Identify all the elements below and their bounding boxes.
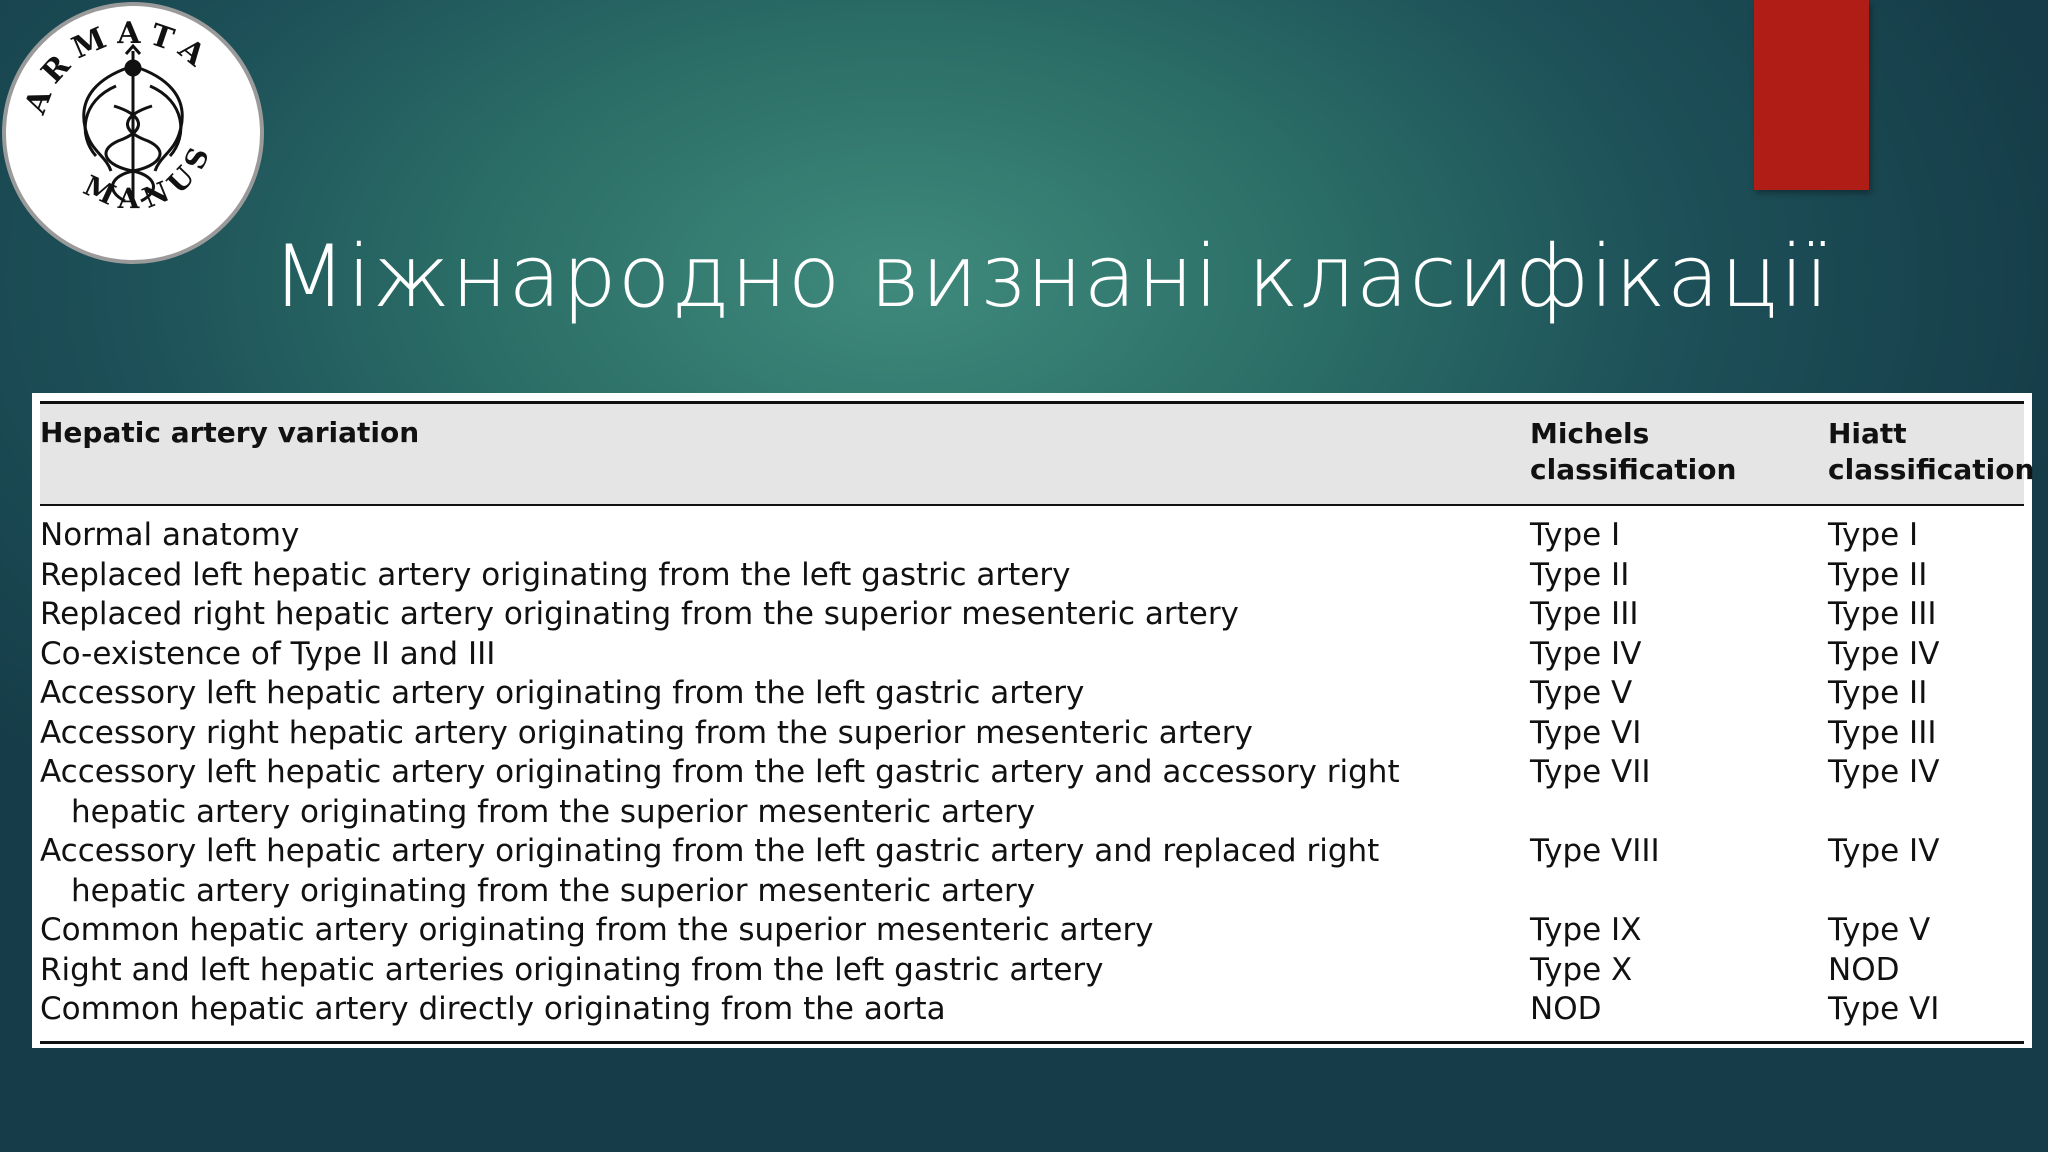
cell-hiatt: Type II: [1828, 675, 1928, 711]
cell-variation: Accessory left hepatic artery originating from the left gastric artery and replaced right hepatic artery originating from the superior mesenteric artery: [40, 833, 1380, 909]
table-row: [40, 714, 2024, 754]
cell-hiatt: Type IV: [1828, 833, 1940, 869]
svg-text:ARMATA: [18, 16, 219, 120]
cell-variation: Accessory right hepatic artery originating from the superior mesenteric artery: [40, 714, 1253, 751]
cell-hiatt: Type IV: [1828, 635, 1940, 672]
table-row: [40, 516, 2024, 556]
cell-variation: Common hepatic artery directly originating from the aorta: [40, 991, 946, 1027]
table-row: [40, 951, 2024, 991]
cell-hiatt: Type I: [1828, 517, 1919, 553]
table-row: [40, 556, 2024, 596]
cell-hiatt: Type V: [1828, 912, 1931, 948]
cell-variation: Accessory left hepatic artery originating from the left gastric artery and accessory right hepatic artery originating from the superior mesenteric artery: [40, 754, 1400, 830]
cell-michels: Type II: [1530, 556, 1630, 593]
cell-variation: Accessory left hepatic artery originating from the left gastric artery: [40, 675, 1085, 711]
table-row: [40, 832, 2024, 911]
red-accent-bar: [1754, 0, 1869, 190]
cell-variation: Common hepatic artery originating from the superior mesenteric artery: [40, 912, 1154, 948]
cell-hiatt: Type II: [1828, 556, 1928, 593]
armata-manus-logo: [2, 2, 264, 264]
table-body: [40, 506, 2024, 1044]
cell-hiatt: Type IV: [1828, 754, 1940, 790]
cell-hiatt: NOD: [1828, 951, 1900, 988]
table-row: [40, 990, 2024, 1030]
svg-text:MANUS: [79, 136, 219, 216]
table-row: [40, 595, 2024, 635]
cell-michels: Type I: [1530, 517, 1621, 553]
table-header: [40, 401, 2035, 506]
table-row: [40, 911, 2024, 951]
cell-variation: Replaced right hepatic artery originating from the superior mesenteric artery: [40, 596, 1239, 632]
cell-michels: Type VII: [1530, 754, 1651, 790]
cell-hiatt: Type III: [1828, 596, 1937, 632]
cell-michels: Type III: [1530, 596, 1639, 632]
header-hiatt: Hiatt classification: [1828, 417, 2035, 486]
cell-michels: Type IV: [1530, 635, 1642, 672]
slide-title: Міжнародно визнані класифікації: [272, 227, 1830, 327]
cell-hiatt: Type VI: [1828, 991, 1940, 1027]
cell-michels: Type IX: [1530, 912, 1642, 948]
cell-michels: Type VIII: [1530, 833, 1660, 869]
cell-variation: Right and left hepatic arteries originating from the left gastric artery: [40, 951, 1104, 988]
header-michels: Michels classification: [1530, 417, 1737, 486]
cell-variation: Replaced left hepatic artery originating from the left gastric artery: [40, 556, 1071, 593]
cell-michels: Type V: [1530, 675, 1633, 711]
header-variation: Hepatic artery variation: [40, 416, 420, 449]
cell-michels: NOD: [1530, 991, 1602, 1027]
classification-table: [32, 393, 2035, 1048]
table-row: [40, 635, 2024, 675]
cell-hiatt: Type III: [1828, 714, 1937, 751]
logo-top-text: ARMATA: [18, 15, 219, 119]
logo-bottom-text: MANUS: [78, 135, 219, 216]
cell-michels: Type X: [1530, 951, 1633, 988]
cell-michels: Type VI: [1530, 714, 1642, 751]
cell-variation: Normal anatomy: [40, 517, 300, 553]
cell-variation: Co-existence of Type II and III: [40, 635, 496, 672]
table-row: [40, 674, 2024, 714]
table-row: [40, 753, 2024, 832]
